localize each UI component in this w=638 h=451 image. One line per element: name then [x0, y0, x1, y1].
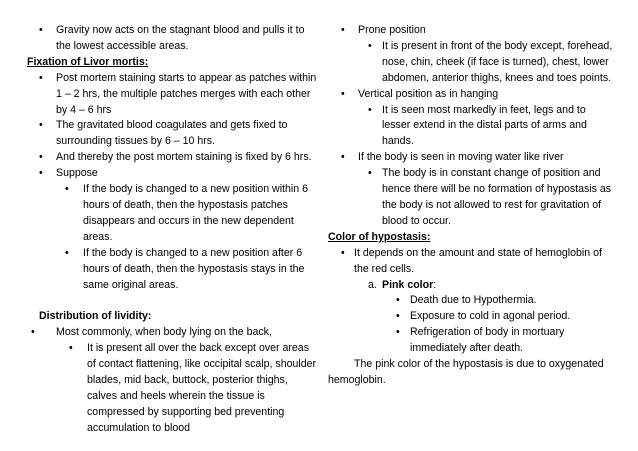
bullet-staining [27, 71, 317, 119]
bullet-text: Prone position [358, 24, 426, 36]
subbullet-vertical [328, 103, 616, 151]
subbullet-text: If the body is changed to a new position within 6 hours of death, then the hypostasis patches disappears and occurs in the new dependent areas. [83, 183, 308, 243]
subbullet-marker: • [368, 103, 372, 116]
pink-color-label: Pink color [382, 278, 434, 291]
item-text [382, 278, 616, 294]
subbullet-text: The body is in constant change of position and hence there will be no formation of hypostasis as the body is not allowed to rest for gravitation of blood to occur. [382, 167, 612, 227]
left-column [27, 23, 317, 437]
bullet-coagulates [27, 118, 317, 150]
bullet-gravity [27, 23, 317, 55]
bullet-marker: • [39, 119, 43, 132]
subbullet-marker: • [368, 39, 372, 52]
subbullet-prone [328, 39, 616, 87]
subbullet-marker: • [396, 294, 400, 307]
subbullet-marker: • [65, 183, 69, 196]
bullet-fixed [27, 150, 317, 166]
subbullet-water [328, 166, 616, 230]
bullet-suppose [27, 166, 317, 182]
subbullet-text: It is seen most markedly in feet, legs and to lesser extend in the distal parts of arms and hands. [382, 103, 587, 148]
bullet-text: The gravitated blood coagulates and gets fixed to surrounding tissues by 6 – 10 hrs. [56, 119, 288, 148]
subbullet-text: It is present all over the back except over areas of contact flattening, like occipital scalp, shoulder blades, mid back, buttock, posterior thighs, calves and heels wherein the tissue is compressed by supporting bed preventing accumulation to blood [87, 342, 317, 434]
subbullet-marker: • [368, 167, 372, 180]
subbullet-after6 [27, 246, 317, 294]
heading-color: Color of hypostasis: [328, 230, 431, 243]
subbullet-back [27, 341, 317, 436]
bullet-depends [328, 246, 616, 278]
bullet-marker: • [341, 87, 345, 100]
subbullet-marker: • [69, 342, 73, 355]
bullet-text: Most commonly, when body lying on the back, [56, 326, 272, 339]
bullet-marker: • [39, 167, 43, 180]
bullet-prone [328, 23, 616, 39]
subbullet-death [328, 293, 616, 309]
heading-fixation: Fixation of Livor mortis: [27, 55, 149, 68]
item-pink-color [328, 278, 616, 294]
spacer [27, 293, 317, 309]
subbullet-cold [328, 309, 616, 325]
subbullet-text: Refrigeration of body in mortuary immediately after death. [410, 326, 565, 355]
bullet-marker: • [39, 71, 43, 84]
subbullet-text: It is present in front of the body except, forehead, nose, chin, cheek (if face is turned), chest, lower abdomen, anterior thighs, knees and toes points. [382, 39, 613, 84]
subbullet-text: If the body is changed to a new position after 6 hours of death, then the hypostasis stays in the same original areas. [83, 246, 305, 291]
bullet-marker: • [31, 326, 35, 339]
bullet-text: Post mortem staining starts to appear as patches within 1 – 2 hrs, the multiple patches merges with each other by 4 – 6 hrs [56, 71, 317, 116]
bullet-marker: • [341, 151, 345, 164]
bullet-water [328, 150, 616, 166]
bullet-marker: • [39, 24, 43, 36]
subbullet-marker: • [65, 246, 69, 259]
bullet-marker: • [39, 151, 43, 164]
bullet-marker: • [341, 24, 345, 36]
bullet-text: Suppose [56, 167, 98, 180]
subbullet-marker: • [396, 326, 400, 339]
bullet-marker: • [341, 246, 345, 259]
item-marker: a. [368, 278, 377, 291]
subbullet-marker: • [396, 310, 400, 323]
bullet-vertical [328, 87, 616, 103]
bullet-text: And thereby the post mortem staining is fixed by 6 hrs. [56, 151, 312, 164]
heading-distribution: Distribution of lividity: [39, 310, 152, 323]
bullet-text: Vertical position as in hanging [358, 87, 499, 100]
subbullet-within6 [27, 182, 317, 246]
bullet-text: It depends on the amount and state of hemoglobin of the red cells. [354, 246, 602, 275]
subbullet-refrig [328, 325, 616, 357]
pink-color-colon: : [433, 278, 437, 291]
paragraph-pink-color: The pink color of the hypostasis is due to oxygenated hemoglobin. [328, 358, 604, 386]
subbullet-text: Exposure to cold in agonal period. [410, 310, 571, 323]
bullet-commonly [27, 325, 317, 341]
right-column [328, 23, 616, 389]
bullet-text: If the body is seen in moving water like river [358, 151, 564, 164]
bullet-text: Gravity now acts on the stagnant blood and pulls it to the lowest accessible areas. [56, 24, 305, 52]
subbullet-text: Death due to Hypothermia. [410, 294, 537, 307]
